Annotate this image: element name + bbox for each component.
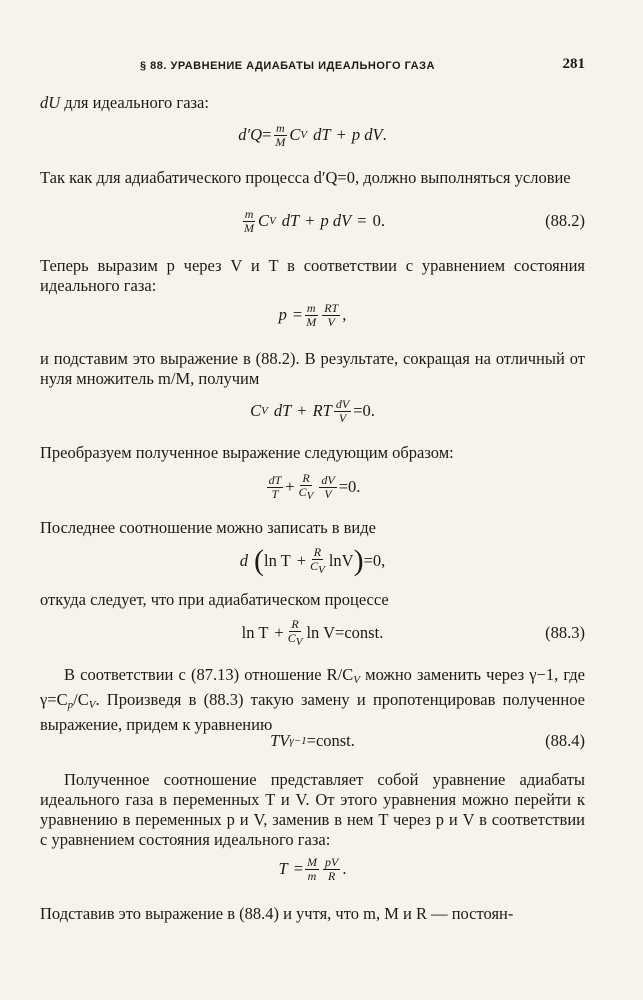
eq-883-fraction: [286, 618, 305, 649]
eq-ld-fraction-3: [319, 474, 336, 501]
eq-ld-plus: +: [285, 477, 295, 496]
equation-t: [40, 852, 585, 886]
eq-diff-d: d: [239, 551, 248, 570]
paragraph-9: [40, 770, 585, 850]
eq-883-plus: +: [274, 623, 284, 642]
frac-num: R: [291, 616, 299, 631]
eq-cv-c: C: [250, 401, 262, 420]
page-number: 281: [562, 56, 585, 72]
frac-den: [297, 486, 316, 503]
paragraph-9-text: Полученное соотношение представляет собой уравнение адиабаты идеального газа в переменных T и V. От этого уравнения можно перейти к уравнению в переменных p и V, заменив в нем T через p и V в соответствии с уравнением состояния идеального газа:: [40, 770, 585, 849]
eq-t-period: .: [342, 859, 347, 878]
paragraph-8-text-1: В соответствии с (87.13) отношение R/C: [64, 665, 354, 684]
eq-diff-zero: 0,: [372, 551, 386, 570]
eq-diff-plus: +: [296, 551, 307, 570]
eq-883-lnv: ln V: [306, 623, 336, 642]
eq-diff-fraction: [308, 546, 327, 577]
eq-dq-plus: +: [336, 125, 346, 144]
eq-cv-rt: RT: [312, 401, 332, 420]
equation-differential: [40, 544, 585, 578]
equation-88-2: [40, 204, 585, 238]
equation-88-4: [40, 724, 585, 758]
eq-diff-lnv: lnV: [328, 551, 354, 570]
eq-882-c: C: [258, 211, 270, 230]
frac-den: M: [275, 134, 286, 149]
eq-dq-lhs: d′Q: [238, 125, 263, 144]
eq-884-equals: =: [306, 731, 316, 750]
eq-cv-equals: =: [353, 401, 363, 420]
frac-den: M: [306, 314, 317, 329]
eq-diff-lparen: (: [254, 544, 264, 577]
paragraph-4: и подставим это выражение в (88.2). В результате, сокращая на отличный от нуля множитель m/M, получим: [40, 349, 585, 388]
frac-num: m: [306, 300, 316, 315]
frac-num: dT: [268, 472, 282, 487]
frac-num: dV: [335, 396, 350, 411]
equation-log-derivative: [40, 470, 585, 504]
frac-den: V: [324, 486, 332, 501]
eq-882-fraction: [242, 208, 256, 235]
eq-882-dt: dT: [281, 211, 300, 230]
eq-diff-equals: =: [363, 551, 373, 570]
paragraph-8-sub-v-1: V: [353, 674, 361, 686]
equation-dq: [40, 118, 585, 152]
equation-88-3: [40, 616, 585, 650]
equation-p: [40, 298, 585, 332]
paragraph-8-sub-p: p: [67, 699, 74, 711]
eq-ld-equals: =: [338, 477, 349, 496]
eq-dq-dt: dT: [313, 125, 331, 144]
eq-cv-plus: +: [297, 401, 307, 420]
du-symbol: dU: [40, 93, 61, 112]
frac-num: m: [244, 206, 254, 221]
frac-num: dV: [321, 472, 335, 487]
eq-883-equals: =: [335, 623, 345, 642]
running-head: § 88. УРАВНЕНИЕ АДИАБАТЫ ИДЕАЛЬНОГО ГАЗА: [140, 60, 435, 72]
eq-cv-zero: 0.: [362, 401, 375, 420]
eq-cv-fraction: [334, 398, 351, 425]
frac-num: pV: [325, 854, 339, 869]
eq-p-fraction-1: [304, 302, 318, 329]
frac-den: m: [307, 868, 317, 883]
eq-882-pdv: p dV: [320, 211, 352, 230]
frac-den-c: C: [287, 630, 296, 645]
paragraph-1: [40, 93, 585, 113]
eq-882-zero: 0.: [372, 211, 385, 230]
eq-p-comma: ,: [342, 305, 347, 324]
frac-den-sub-v: V: [306, 489, 314, 502]
eq-dq-sub-v: V: [300, 129, 308, 141]
paragraph-10: Подставив это выражение в (88.4) и учтя, что m, M и R — постоян-: [40, 904, 514, 923]
eq-p-fraction-2: [322, 302, 340, 329]
frac-den-sub-v: V: [295, 635, 303, 648]
frac-den: [286, 632, 305, 649]
eq-p-lhs: p: [278, 305, 287, 324]
frac-num: m: [276, 120, 285, 135]
eq-diff-lnt: ln T: [264, 551, 291, 570]
eq-ld-zero: 0.: [348, 477, 361, 496]
paragraph-6: Последнее соотношение можно записать в виде: [40, 518, 376, 537]
paragraph-2: Так как для адиабатического процесса d′Q=0, должно выполняться условие: [40, 168, 571, 187]
eq-884-tv: TV: [270, 731, 290, 750]
equation-number-88-2: (88.2): [545, 211, 585, 230]
frac-den: [308, 560, 327, 577]
frac-num: R: [313, 544, 322, 559]
frac-den: V: [338, 410, 347, 425]
paragraph-7: откуда следует, что при адиабатическом процессе: [40, 590, 389, 609]
equation-number-88-3: (88.3): [545, 623, 585, 642]
eq-t-fraction-1: [305, 856, 319, 883]
eq-diff-rparen: ): [353, 544, 364, 577]
eq-ld-fraction-1: [267, 474, 284, 501]
eq-t-fraction-2: [323, 856, 340, 883]
eq-884-exponent: γ−1: [289, 735, 307, 747]
eq-p-equals: =: [292, 305, 303, 324]
frac-den: M: [244, 220, 255, 235]
paragraph-8-text-3: /C: [73, 690, 89, 709]
paragraph-8-sub-v-2: V: [88, 699, 96, 711]
eq-dq-pdv: p dV: [351, 125, 383, 144]
frac-den: R: [328, 868, 336, 883]
frac-den: V: [327, 314, 335, 329]
page-header: [140, 54, 585, 76]
eq-883-lnt: ln T: [241, 623, 269, 642]
paragraph-5: Преобразуем полученное выражение следующим образом:: [40, 443, 454, 462]
frac-num: RT: [324, 300, 339, 315]
eq-dq-period: .: [382, 125, 387, 144]
eq-cv-sub-v: V: [261, 405, 268, 417]
eq-883-const: const.: [344, 623, 384, 642]
eq-cv-dt: dT: [273, 401, 292, 420]
frac-den-c: C: [310, 558, 319, 573]
frac-den: T: [271, 486, 279, 501]
frac-den-sub-v: V: [318, 563, 325, 576]
frac-num: R: [302, 470, 310, 485]
equation-cv: [40, 394, 585, 428]
frac-num: M: [307, 854, 318, 869]
paragraph-3: Теперь выразим p через V и T в соответствии с уравнением состояния идеального газа:: [40, 256, 585, 295]
eq-882-plus: +: [305, 211, 315, 230]
eq-t-lhs: T: [278, 859, 288, 878]
eq-dq-equals: =: [262, 125, 272, 144]
eq-882-sub-v: V: [269, 215, 276, 227]
eq-882-equals: =: [357, 211, 367, 230]
paragraph-8-text-2: можно заменить через γ−1, где γ=C: [40, 665, 585, 709]
equation-number-88-4: (88.4): [545, 731, 585, 750]
eq-dq-c: C: [289, 125, 301, 144]
frac-den-c: C: [298, 484, 307, 499]
eq-884-const: const.: [315, 731, 355, 750]
eq-dq-fraction: [273, 122, 287, 149]
paragraph-8-text-4: . Произведя в (88.3) такую замену и пропотенцировав полученное выражение, придем к уравнению: [40, 690, 585, 734]
paragraph-1-text: для идеального газа:: [60, 93, 209, 112]
eq-ld-fraction-2: [297, 472, 316, 503]
eq-t-equals: =: [293, 859, 304, 878]
